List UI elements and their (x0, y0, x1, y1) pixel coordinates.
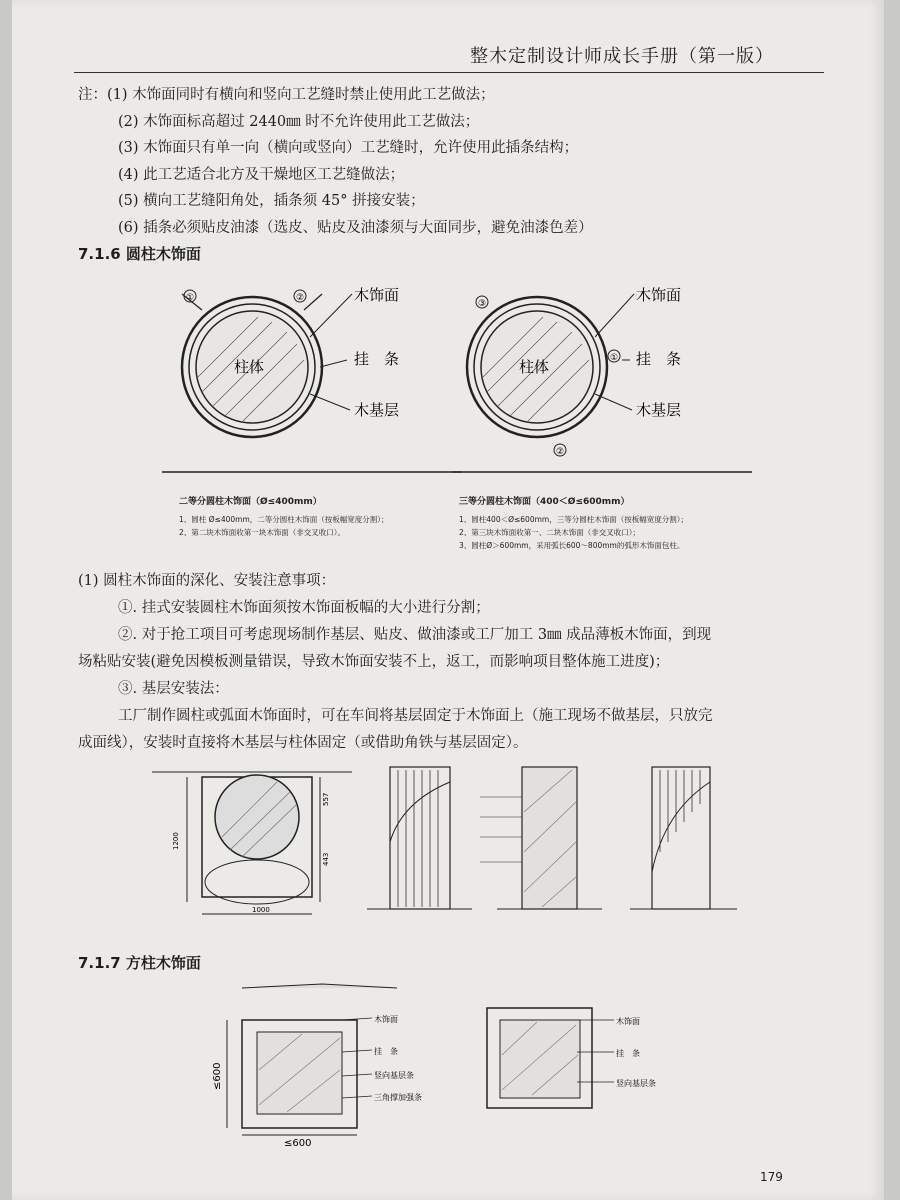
header-rule (74, 72, 824, 73)
running-header: 整木定制设计师成长手册（第一版） (470, 46, 774, 67)
dim-1000: 1000 (252, 906, 270, 914)
marker-1: ① (610, 353, 619, 363)
label-facing: 木饰面 (374, 1015, 398, 1024)
install-notes (78, 568, 818, 757)
dim-557: 557 (322, 792, 330, 806)
install-p4a: 工厂制作圆柱或弧面木饰面时，可在车间将基层固定于木饰面上（施工现场不做基层，只放完 (118, 708, 713, 724)
dim-width: ≤600 (284, 1138, 312, 1149)
elevation-drawing-3 (630, 767, 737, 909)
install-p2a: ②. 对于抢工项目可考虑现场制作基层、贴皮、做油漆或工厂加工 3㎜ 成品薄板木饰面，到现 (118, 627, 712, 643)
section-heading-716: 7.1.6 圆柱木饰面 (78, 245, 201, 263)
label-triangle-brace: 三角撑加强条 (374, 1093, 422, 1102)
elevation-drawing-2 (480, 767, 602, 909)
marker-2: ② (556, 447, 565, 457)
base-label: 木基层 (636, 401, 682, 419)
note-item: 注：(1) 木饰面同时有横向和竖向工艺缝时禁止使用此工艺做法； (78, 87, 495, 103)
round-column-figure-three-part (452, 282, 782, 482)
round-column-figure-two-part (162, 282, 492, 482)
caption-two-part (179, 494, 389, 539)
caption-item: 1、圆柱 Ø≤400mm，二等分圆柱木饰面（按板幅宽度分割）； (179, 515, 389, 524)
square-column-left (212, 984, 422, 1149)
notes-list (78, 82, 593, 241)
pillar-label: 柱体 (234, 358, 265, 376)
install-p4b: 成面线），安装时直接将木基层与柱体固定（或借助角铁与基层固定）。 (78, 735, 528, 751)
strip-label: 挂 条 (354, 350, 400, 368)
page-number: 179 (760, 1170, 783, 1184)
install-heading: (1) 圆柱木饰面的深化、安装注意事项： (78, 573, 336, 589)
note-item: (6) 插条必须贴皮油漆（选皮、贴皮及油漆须与大面同步，避免油漆色差） (118, 219, 593, 236)
plan-drawing (152, 772, 352, 914)
install-p3: ③. 基层安装法： (118, 681, 229, 697)
note-item: (3) 木饰面只有单一向（横向或竖向）工艺缝时，允许使用此插条结构； (118, 140, 579, 156)
facing-label: 木饰面 (636, 286, 682, 304)
marker-1: ① (186, 293, 195, 303)
dim-height: ≤600 (212, 1062, 223, 1090)
label-vertical-base: 竖向基层条 (374, 1071, 414, 1080)
strip-label: 挂 条 (636, 350, 682, 368)
dim-443: 443 (322, 852, 330, 866)
note-item: (4) 此工艺适合北方及干燥地区工艺缝做法； (118, 166, 405, 183)
caption-item: 3、圆柱Ø＞600mm，采用弧长600～800mm的弧形木饰面包柱。 (459, 541, 685, 550)
square-column-drawings (202, 980, 682, 1150)
label-strip: 挂 条 (616, 1049, 640, 1058)
label-strip: 挂 条 (374, 1047, 398, 1056)
caption-item: 1、圆柱400＜Ø≤600mm，三等分圆柱木饰面（按板幅宽度分割）； (459, 515, 688, 524)
caption-title: 三等分圆柱木饰面（400＜Ø≤600mm） (459, 497, 630, 507)
pillar-label: 柱体 (519, 358, 550, 376)
elevation-drawing-1 (367, 767, 472, 909)
base-install-drawings (152, 762, 752, 942)
label-vertical-base: 竖向基层条 (616, 1079, 656, 1088)
facing-label: 木饰面 (354, 286, 400, 304)
install-p2b: 场粘贴安装(避免因模板测量错误，导致木饰面安装不上，返工，而影响项目整体施工进度)； (78, 654, 670, 670)
book-page (12, 0, 884, 1200)
caption-three-part (459, 494, 688, 552)
note-item: (5) 横向工艺缝阳角处，插条须 45° 拼接安装； (118, 193, 425, 209)
install-p1: ①. 挂式安装圆柱木饰面须按木饰面板幅的大小进行分割； (118, 600, 490, 616)
base-label: 木基层 (354, 401, 400, 419)
note-item: (2) 木饰面标高超过 2440㎜ 时不允许使用此工艺做法； (118, 113, 480, 130)
dim-1200: 1200 (172, 832, 180, 850)
caption-item: 2、第二块木饰面收第一块木饰面（非交叉收口）。 (179, 528, 346, 537)
marker-3: ③ (478, 299, 487, 309)
section-heading-717: 7.1.7 方柱木饰面 (78, 954, 201, 972)
square-column-right (487, 1008, 656, 1108)
caption-item: 2、第三块木饰面收第一、二块木饰面（非交叉收口）； (459, 528, 641, 537)
marker-2: ② (296, 293, 305, 303)
label-facing: 木饰面 (616, 1017, 640, 1026)
caption-title: 二等分圆柱木饰面（Ø≤400mm） (179, 497, 322, 507)
